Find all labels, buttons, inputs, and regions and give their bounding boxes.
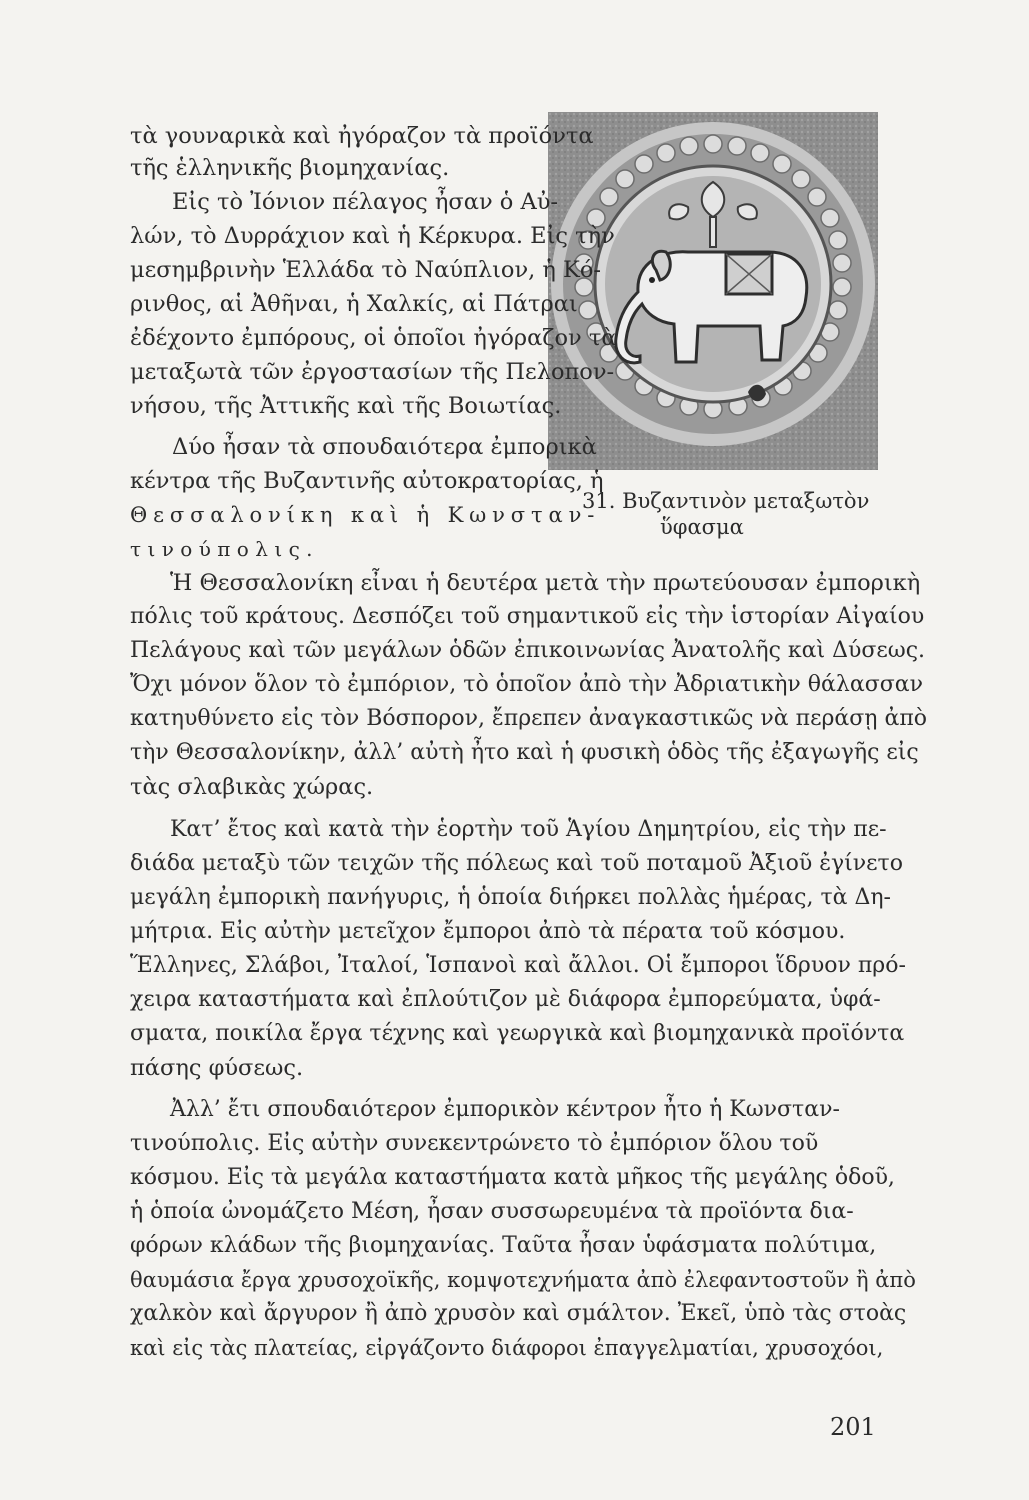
figure-caption-title: 31. Βυζαντινὸν μεταξωτὸν (582, 489, 870, 513)
text-line: Δύο ἦσαν τὰ σπουδαιότερα ἐμπορικὰ (172, 434, 597, 460)
page-number: 201 (830, 1413, 876, 1441)
text-line: μεταξωτὰ τῶν ἐργοστασίων τῆς Πελοπον- (130, 359, 615, 385)
text-line: μήτρια. Εἰς αὐτὴν μετεῖχον ἔμποροι ἀπὸ τὰ πέρατα τοῦ κόσμου. (130, 919, 846, 944)
text-line: κέντρα τῆς Βυζαντινῆς αὐτοκρατορίας, ἡ (130, 468, 604, 494)
text-line: διάδα μεταξὺ τῶν τειχῶν τῆς πόλεως καὶ τοῦ ποταμοῦ Ἀξιοῦ ἐγίνετο (130, 851, 903, 876)
text-line: Ἡ Θεσσαλονίκη εἶναι ἡ δευτέρα μετὰ τὴν πρωτεύουσαν ἐμπορικὴ (170, 570, 921, 596)
text-line: Κατ’ ἔτος καὶ κατὰ τὴν ἑορτὴν τοῦ Ἁγίου Δημητρίου, εἰς τὴν πε- (170, 817, 887, 842)
text-line: πόλις τοῦ κράτους. Δεσπόζει τοῦ σημαντικοῦ εἰς τὴν ἱστορίαν Αἰγαίου (130, 604, 925, 629)
text-line: Πελάγους καὶ τῶν μεγάλων ὁδῶν ἐπικοινωνίας Ἀνατολῆς καὶ Δύσεως. (130, 638, 926, 663)
text-line: καὶ εἰς τὰς πλατείας, εἰργάζοντο διάφοροι ἐπαγγελματίαι, χρυσοχόοι, (130, 1336, 884, 1360)
text-line: ρινθος, αἱ Ἀθῆναι, ἡ Χαλκίς, αἱ Πάτραι (130, 291, 578, 317)
figure-silk-elephant (548, 112, 878, 470)
text-line: τινούπολις. Εἰς αὐτὴν συνεκεντρώνετο τὸ ἐμπόριον ὅλου τοῦ (130, 1131, 819, 1156)
text-line: τὴν Θεσσαλονίκην, ἀλλ’ αὐτὴ ἦτο καὶ ἡ φυσικὴ ὁδὸς τῆς ἐξαγωγῆς εἰς (130, 740, 919, 765)
text-line: μεσημβρινὴν Ἑλλάδα τὸ Ναύπλιον, ἡ Κό- (130, 257, 602, 283)
text-line: Ὄχι μόνον ὅλον τὸ ἐμπόριον, τὸ ὁποῖον ἀπὸ τὴν Ἀδριατικὴν θάλασσαν (130, 672, 923, 697)
text-line: σματα, ποικίλα ἔργα τέχνης καὶ γεωργικὰ καὶ βιομηχανικὰ προϊόντα (130, 1021, 905, 1046)
text-line: τῆς ἑλληνικῆς βιομηχανίας. (130, 155, 450, 181)
text-line: θαυμάσια ἔργα χρυσοχοϊκῆς, κομψοτεχνήματα ἀπὸ ἐλεφαντοστοῦν ἢ ἀπὸ (130, 1268, 916, 1292)
text-line: ἐδέχοντο ἐμπόρους, οἱ ὁποῖοι ἠγόραζον τὰ (130, 325, 617, 351)
text-line: τὰς σλαβικὰς χώρας. (130, 774, 374, 800)
text-line: Θεσσαλονίκη καὶ ἡ Κωνσταν- (130, 503, 601, 527)
text-line: Ἕλληνες, Σλάβοι, Ἰταλοί, Ἱσπανοὶ καὶ ἄλλοι. Οἱ ἔμποροι ἵδρυον πρό- (130, 953, 906, 978)
text-line: κόσμου. Εἰς τὰ μεγάλα καταστήματα κατὰ μῆκος τῆς μεγάλης ὁδοῦ, (130, 1165, 895, 1190)
text-line: νήσου, τῆς Ἀττικῆς καὶ τῆς Βοιωτίας. (130, 393, 562, 419)
text-line: τὰ γουναρικὰ καὶ ἠγόραζον τὰ προϊόντα (130, 123, 594, 149)
text-line: χαλκὸν καὶ ἄργυρον ἢ ἀπὸ χρυσὸν καὶ σμάλτον. Ἐκεῖ, ὑπὸ τὰς στοὰς (130, 1301, 907, 1326)
text-line: χειρα καταστήματα καὶ ἐπλούτιζον μὲ διάφορα ἐμπορεύματα, ὑφά- (130, 987, 881, 1012)
text-line: Ἀλλ’ ἔτι σπουδαιότερον ἐμπορικὸν κέντρον ἦτο ἡ Κωνσταν- (170, 1097, 840, 1122)
text-line: φόρων κλάδων τῆς βιομηχανίας. Ταῦτα ἦσαν ὑφάσματα πολύτιμα, (130, 1233, 877, 1258)
figure-caption-subtitle: ὕφασμα (660, 515, 744, 539)
text-line: μεγάλη ἐμπορικὴ πανήγυρις, ἡ ὁποία διήρκει πολλὰς ἡμέρας, τὰ Δη- (130, 885, 891, 910)
text-line: πάσης φύσεως. (130, 1055, 304, 1081)
text-line: ἡ ὁποία ὠνομάζετο Μέση, ἦσαν συσσωρευμένα τὰ προϊόντα δια- (130, 1199, 854, 1224)
text-line: κατηυθύνετο εἰς τὸν Βόσπορον, ἔπρεπεν ἀναγκαστικῶς νὰ περάσῃ ἀπὸ (130, 706, 928, 731)
text-line: Εἰς τὸ Ἰόνιον πέλαγος ἦσαν ὁ Αὐ- (172, 189, 559, 215)
text-line: τινούπολις. (130, 537, 319, 561)
elephant-roundel-image (548, 112, 878, 470)
text-line: λών, τὸ Δυρράχιον καὶ ἡ Κέρκυρα. Εἰς τὴν (130, 223, 615, 249)
